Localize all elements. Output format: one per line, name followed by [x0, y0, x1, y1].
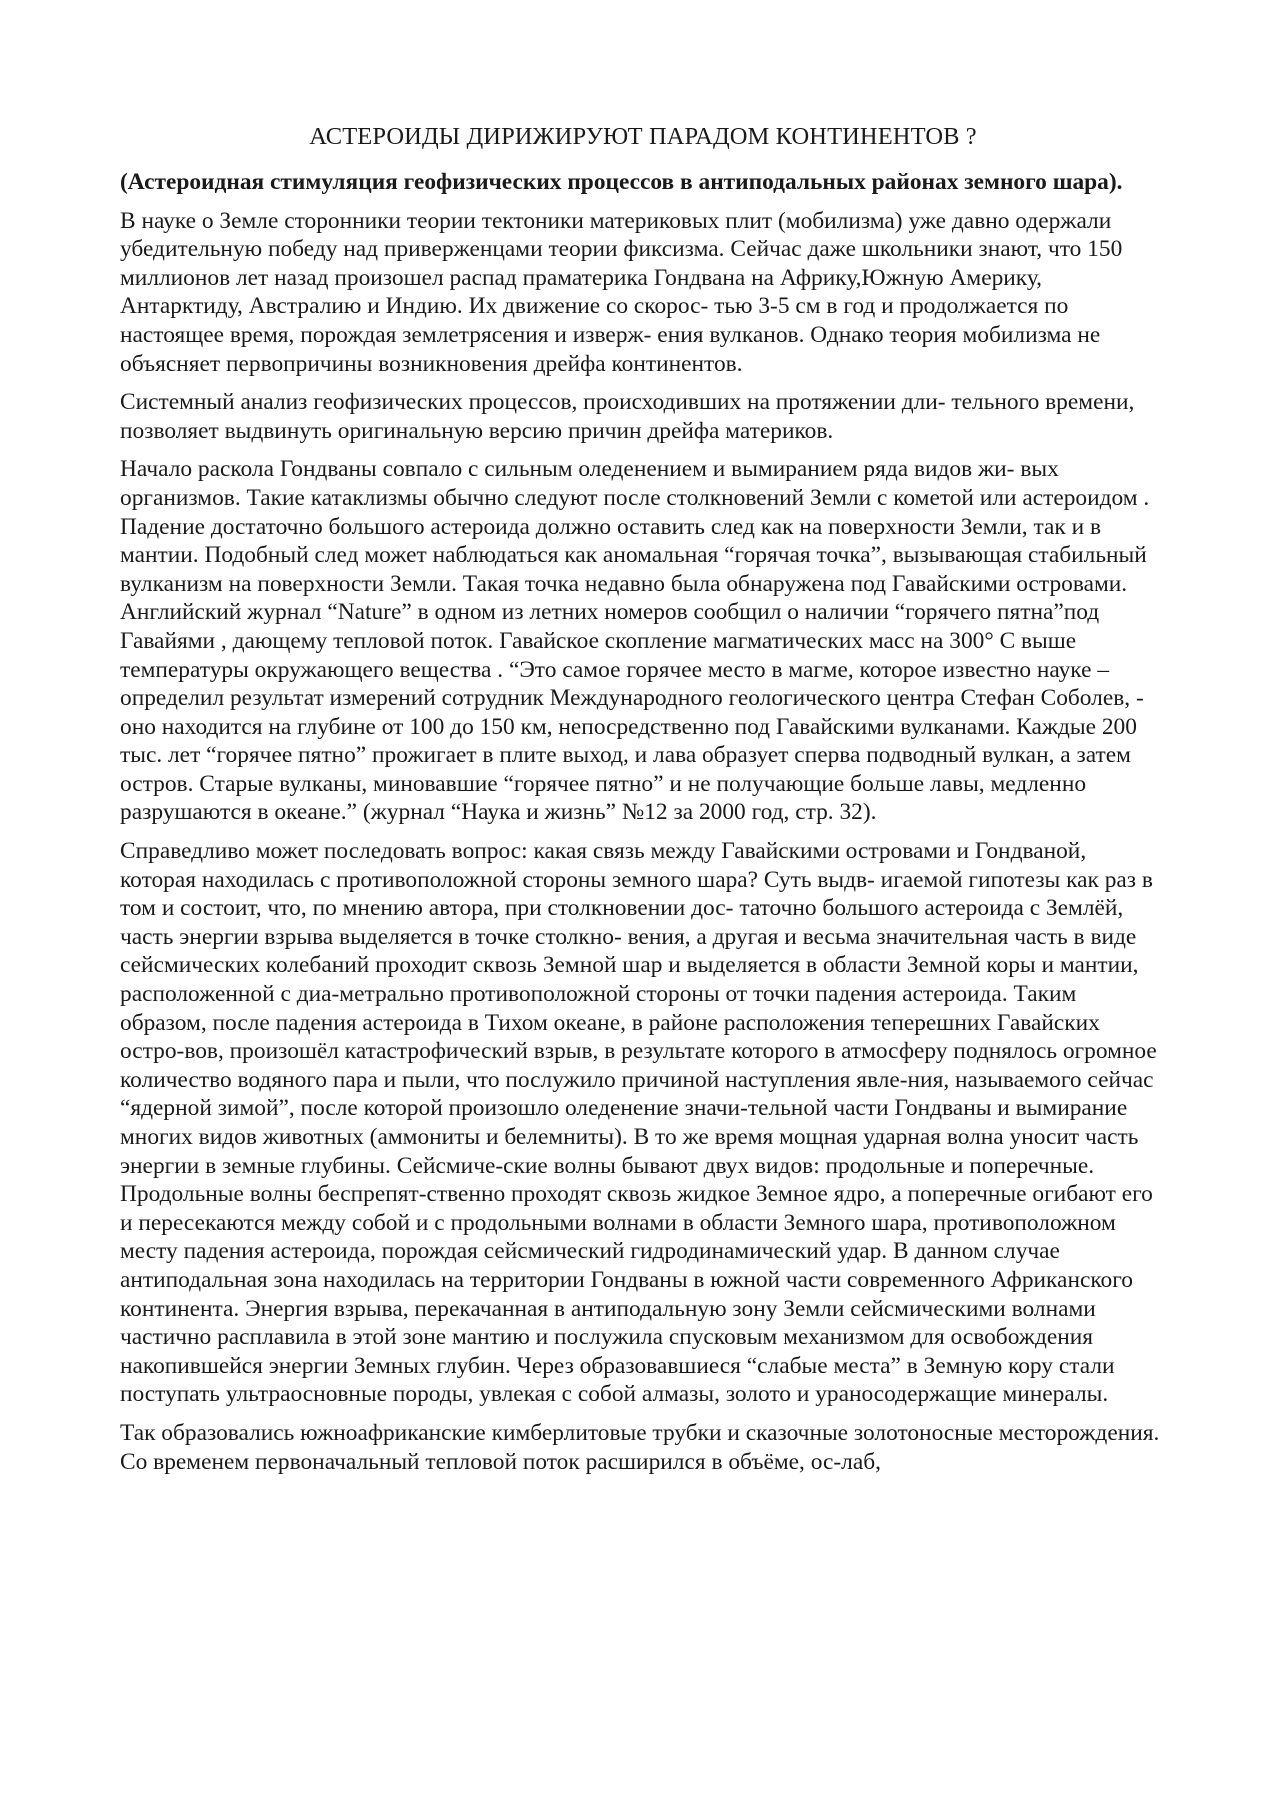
document-page	[120, 122, 1166, 1486]
document-subtitle: (Астероидная стимуляция геофизических процессов в антиподальных районах земного шара).	[120, 169, 1123, 195]
document-title: АСТЕРОИДЫ ДИРИЖИРУЮТ ПАРАДОМ КОНТИНЕНТОВ ?	[309, 123, 977, 150]
paragraph-1: В науке о Земле сторонники теории тектоники материковых плит (мобилизма) уже давно одержали убедительную победу над приверженцами теории фиксизма. Сейчас даже школьники знают, что 150 миллионов лет назад произошел распад праматерика Гондвана на Африку,Южную Америку, Антарктиду, Австралию и Индию. Их движение со скорос- тью 3-5 см в год и продолжается по настоящее время, порождая землетрясения и изверж- ения вулканов. Однако теория мобилизма не объясняет первопричины возникновения дрейфа континентов.	[120, 207, 1123, 377]
paragraph-5: Так образовались южноафриканские кимберлитовые трубки и сказочные золотоносные месторождения. Со временем первоначальный тепловой поток расширился в объёме, ос-лаб,	[120, 1419, 1160, 1475]
paragraph-4: Справедливо может последовать вопрос: какая связь между Гавайскими островами и Гондваной, которая находилась с противоположной стороны земного шара? Суть выдв- игаемой гипотезы как раз в том и состоит, что, по мнению автора, при столкновении дос- таточно большого астероида с Землёй, часть энергии взрыва выделяется в точке столкно- вения, а другая и весьма значительная часть в виде сейсмических колебаний проходит сквозь Земной шар и выделяется в области Земной коры и мантии, расположенной с диа-метрально противоположной стороны от точки падения астероида. Таким образом, после падения астероида в Тихом океане, в районе расположения теперешних Гавайских остро-вов, произошёл катастрофический взрыв, в результате которого в атмосферу поднялось огромное количество водяного пара и пыли, что послужило причиной наступления явле-ния, называемого сейчас “ядерной зимой”, после которой произошло оледенение значи-тельной части Гондваны и вымирание многих видов животных (аммониты и белемниты). В то же время мощная ударная волна уносит часть энергии в земные глубины. Сейсмиче-ские волны бывают двух видов: продольные и поперечные. Продольные волны беспрепят-ственно проходят сквозь жидкое Земное ядро, а поперечные огибают его и пересекаются между собой и с продольными волнами в области Земного шара, противоположном месту падения астероида, порождая сейсмический гидродинамический удар. В данном случае антиподальная зона находилась на территории Гондваны в южной части современного Африканского континента. Энергия взрыва, перекачанная в антиподальную зону Земли сейсмическими волнами частично расплавила в этой зоне мантию и послужила спусковым механизмом для освобождения накопившейся энергии Земных глубин. Через образовавшиеся “слабые места” в Земную кору стали поступать ультраосновные породы, увлекая с собой алмазы, золото и ураносодержащие минералы.	[120, 838, 1157, 1408]
paragraph-2: Системный анализ геофизических процессов, происходивших на протяжении дли- тельного времени, позволяет выдвинуть оригинальную версию причин дрейфа материков.	[120, 389, 1135, 444]
paragraph-3: Начало раскола Гондваны совпало с сильным оледенением и вымиранием ряда видов жи- вых организмов. Такие катаклизмы обычно следуют после столкновений Земли с кометой или астероидом . Падение достаточно большого астероида должно оставить след как на поверхности Земли, так и в мантии. Подобный след может наблюдаться как аномальная “горячая точка”, вызывающая стабильный вулканизм на поверхности Земли. Такая точка недавно была обнаружена под Гавайскими островами. Английский журнал “Nature” в одном из летних номеров сообщил о наличии “горячего пятна”под Гавайями , дающему тепловой поток. Гавайское скопление магматических масс на 300° С выше температуры окружающего вещества . “Это самое горячее место в магме, которое известно науке – определил результат измерений сотрудник Международного геологического центра Стефан Соболев, - оно находится на глубине от 100 до 150 км, непосредственно под Гавайскими вулканами. Каждые 200 тыс. лет “горячее пятно” прожигает в плите выход, и лава образует сперва подводный вулкан, а затем остров. Старые вулканы, миновавшие “горячее пятно” и не получающие больше лавы, медленно разрушаются в океане.” (журнал “Наука и жизнь” №12 за 2000 год, стр. 32).	[120, 456, 1150, 826]
